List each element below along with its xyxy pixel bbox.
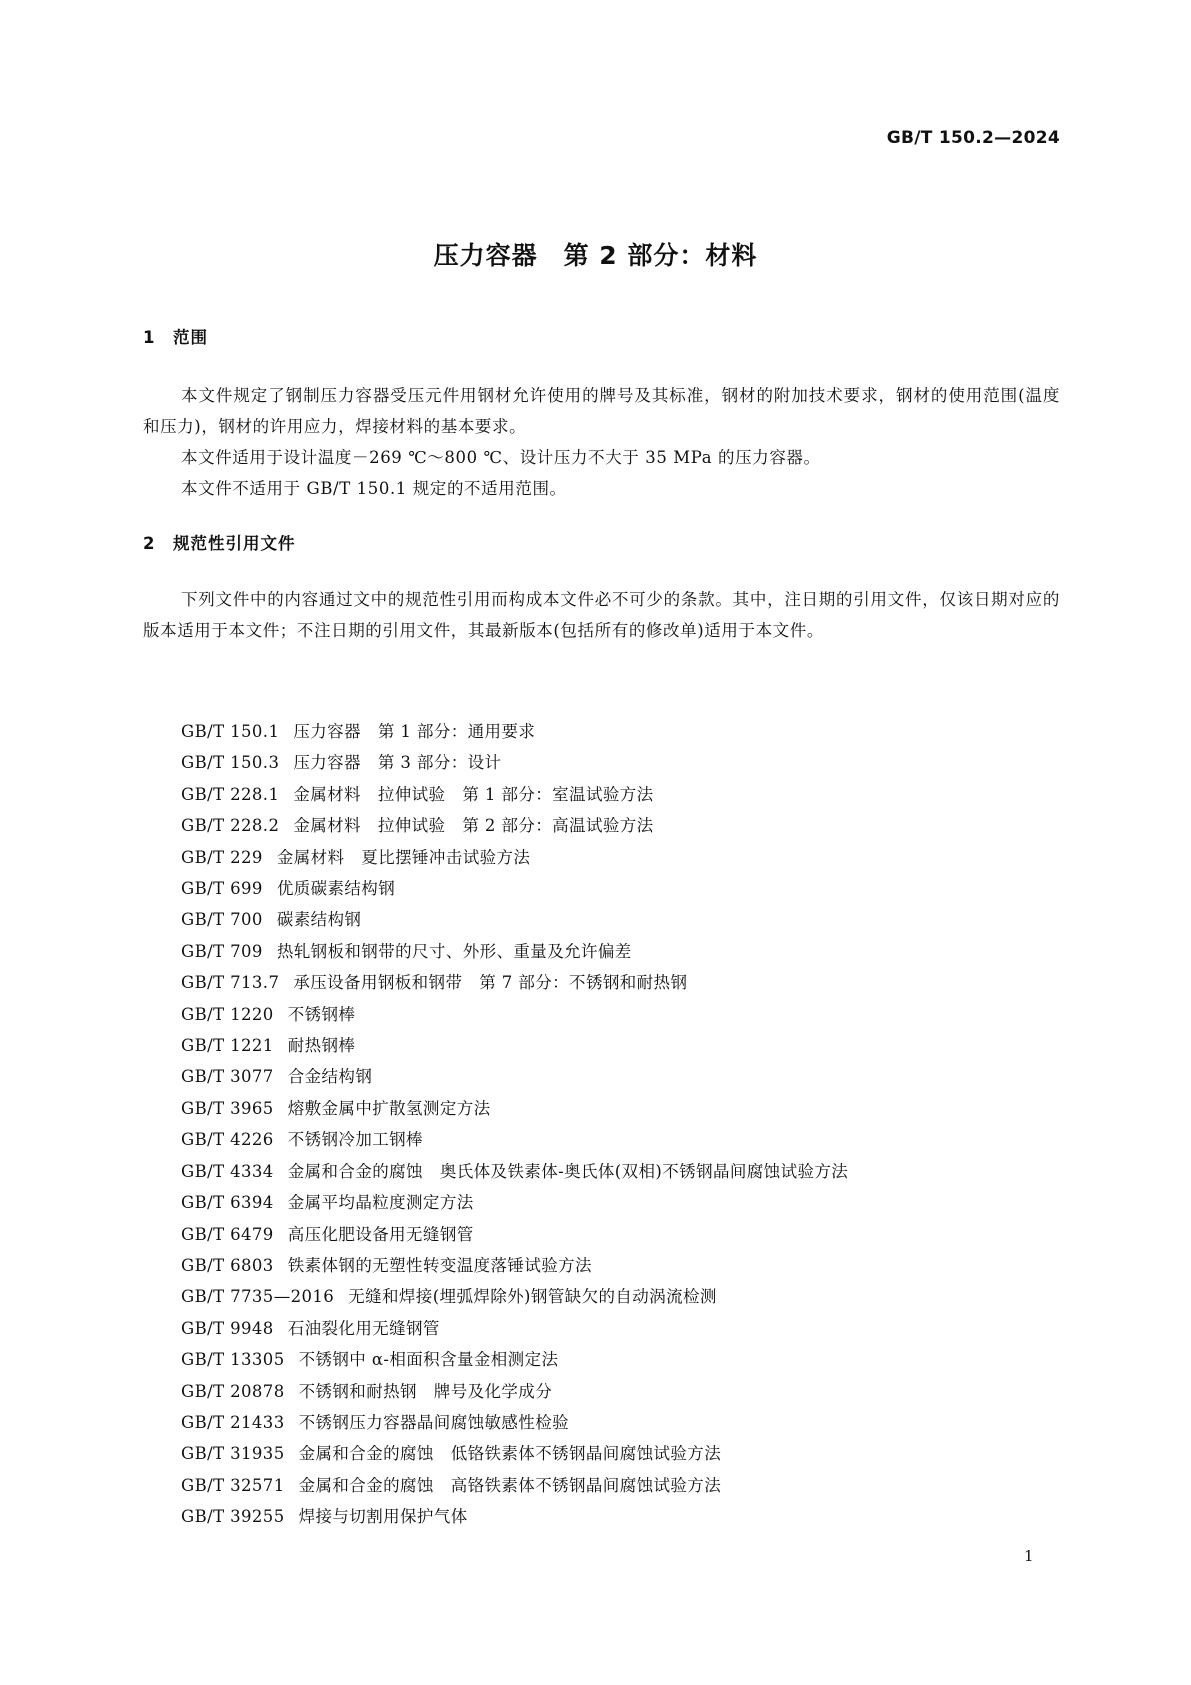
reference-title: 铁素体钢的无塑性转变温度落锤试验方法	[287, 1255, 592, 1275]
reference-item	[181, 1407, 848, 1438]
reference-code: GB/T 3965	[181, 1098, 274, 1118]
reference-title: 不锈钢冷加工钢棒	[287, 1130, 423, 1150]
reference-title: 耐热钢棒	[287, 1036, 356, 1056]
reference-item	[181, 1219, 848, 1250]
reference-title: 金属和合金的腐蚀 奥氏体及铁素体-奥氏体(双相)不锈钢晶间腐蚀试验方法	[287, 1161, 849, 1181]
reference-title: 压力容器 第 1 部分：通用要求	[293, 722, 536, 741]
reference-item	[181, 779, 848, 810]
reference-title: 不锈钢压力容器晶间腐蚀敏感性检验	[298, 1412, 570, 1432]
scope-paragraph: 本文件规定了钢制压力容器受压元件用钢材允许使用的牌号及其标准，钢材的附加技术要求，钢材的使用范围(温度和压力)，钢材的许用应力，焊接材料的基本要求。	[143, 386, 1060, 436]
reference-code: GB/T 21433	[181, 1412, 285, 1432]
reference-item	[181, 1376, 848, 1407]
section-1-body	[143, 380, 1060, 504]
reference-item	[181, 1250, 848, 1281]
reference-item	[181, 1124, 848, 1155]
standard-code: GB/T 150.2—2024	[886, 128, 1060, 148]
section-1-heading: 1 范围	[143, 328, 208, 347]
reference-title: 不锈钢棒	[287, 1004, 356, 1024]
reference-title: 金属和合金的腐蚀 高铬铁素体不锈钢晶间腐蚀试验方法	[298, 1475, 722, 1495]
reference-item	[181, 1093, 848, 1124]
reference-code: GB/T 1220	[181, 1004, 274, 1024]
reference-title: 合金结构钢	[287, 1067, 373, 1087]
reference-code: GB/T 9948	[181, 1318, 274, 1338]
reference-item	[181, 999, 848, 1030]
reference-code: GB/T 228.1	[181, 784, 280, 804]
reference-code: GB/T 150.1	[181, 722, 280, 741]
reference-code: GB/T 1221	[181, 1036, 274, 1056]
reference-code: GB/T 4226	[181, 1130, 274, 1150]
reference-code: GB/T 32571	[181, 1475, 285, 1495]
section-2-intro-block	[143, 584, 1060, 646]
reference-code: GB/T 31935	[181, 1444, 285, 1464]
reference-title: 石油裂化用无缝钢管	[287, 1318, 440, 1338]
reference-title: 金属平均晶粒度测定方法	[287, 1193, 474, 1213]
reference-title: 不锈钢中 α-相面积含量金相测定法	[298, 1350, 559, 1370]
reference-item	[181, 967, 848, 998]
reference-item	[181, 1281, 848, 1312]
reference-code: GB/T 13305	[181, 1350, 285, 1370]
reference-code: GB/T 20878	[181, 1381, 285, 1401]
reference-item	[181, 1470, 848, 1501]
reference-item	[181, 1030, 848, 1061]
reference-title: 热轧钢板和钢带的尺寸、外形、重量及允许偏差	[276, 941, 632, 961]
reference-title: 熔敷金属中扩散氢测定方法	[287, 1098, 491, 1118]
reference-title: 压力容器 第 3 部分：设计	[293, 753, 502, 773]
page-number: 1	[1024, 1547, 1034, 1565]
reference-item	[181, 842, 848, 873]
reference-item	[181, 904, 848, 935]
reference-code: GB/T 229	[181, 847, 263, 867]
reference-title: 金属材料 夏比摆锤冲击试验方法	[276, 847, 531, 867]
reference-code: GB/T 6394	[181, 1193, 274, 1213]
reference-title: 碳素结构钢	[276, 910, 362, 930]
reference-code: GB/T 7735—2016	[181, 1287, 335, 1307]
reference-item	[181, 1344, 848, 1375]
reference-item	[181, 936, 848, 967]
reference-code: GB/T 699	[181, 879, 263, 899]
reference-code: GB/T 700	[181, 910, 263, 930]
reference-title: 不锈钢和耐热钢 牌号及化学成分	[298, 1381, 553, 1401]
reference-code: GB/T 713.7	[181, 973, 280, 993]
reference-title: 金属材料 拉伸试验 第 2 部分：高温试验方法	[293, 816, 654, 836]
reference-title: 焊接与切割用保护气体	[298, 1507, 468, 1527]
reference-item	[181, 747, 848, 778]
reference-item	[181, 1438, 848, 1469]
reference-code: GB/T 6479	[181, 1224, 274, 1244]
reference-code: GB/T 150.3	[181, 753, 280, 773]
reference-title: 金属和合金的腐蚀 低铬铁素体不锈钢晶间腐蚀试验方法	[298, 1444, 722, 1464]
reference-code: GB/T 39255	[181, 1507, 285, 1527]
document-title: 压力容器 第 2 部分：材料	[433, 241, 758, 270]
reference-item	[181, 1501, 848, 1532]
reference-title: 金属材料 拉伸试验 第 1 部分：室温试验方法	[293, 784, 654, 804]
reference-item	[181, 716, 848, 747]
reference-code: GB/T 709	[181, 941, 263, 961]
section-2-heading: 2 规范性引用文件	[143, 534, 296, 553]
reference-title: 优质碳素结构钢	[276, 879, 396, 899]
reference-code: GB/T 228.2	[181, 816, 280, 836]
reference-list	[181, 716, 848, 1533]
reference-item	[181, 1156, 848, 1187]
reference-item	[181, 1061, 848, 1092]
reference-code: GB/T 4334	[181, 1161, 274, 1181]
reference-code: GB/T 6803	[181, 1255, 274, 1275]
reference-item	[181, 873, 848, 904]
reference-item	[181, 1313, 848, 1344]
reference-item	[181, 1187, 848, 1218]
reference-item	[181, 810, 848, 841]
reference-title: 高压化肥设备用无缝钢管	[287, 1224, 474, 1244]
scope-paragraph: 本文件不适用于 GB/T 150.1 规定的不适用范围。	[181, 479, 567, 498]
reference-code: GB/T 3077	[181, 1067, 274, 1087]
scope-paragraph: 本文件适用于设计温度－269 ℃～800 ℃、设计压力不大于 35 MPa 的压力容器。	[181, 448, 821, 467]
references-intro: 下列文件中的内容通过文中的规范性引用而构成本文件必不可少的条款。其中，注日期的引用文件，仅该日期对应的版本适用于本文件；不注日期的引用文件，其最新版本(包括所有的修改单)适用于本文件。	[143, 590, 1060, 640]
reference-title: 无缝和焊接(埋弧焊除外)钢管缺欠的自动涡流检测	[348, 1287, 717, 1307]
reference-title: 承压设备用钢板和钢带 第 7 部分：不锈钢和耐热钢	[293, 973, 688, 993]
